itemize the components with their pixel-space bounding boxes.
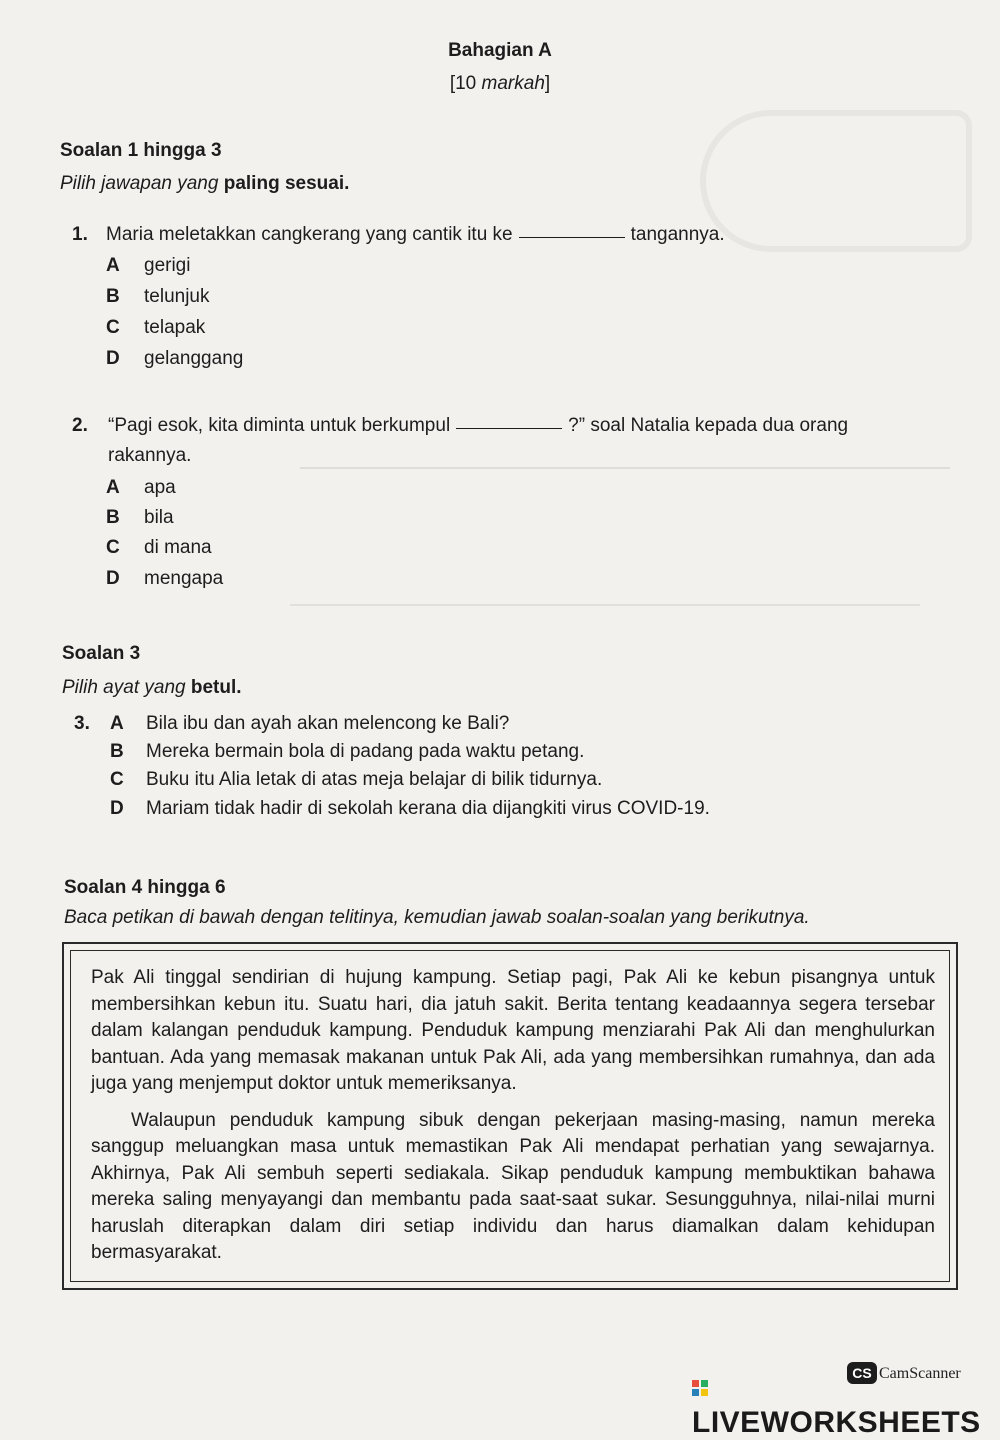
option-c[interactable]: C telapak xyxy=(106,317,206,338)
option-b[interactable]: B Mereka bermain bola di padang pada waktu petang. xyxy=(110,741,585,762)
bleed-through-decoration xyxy=(700,110,972,252)
bleed-through-line xyxy=(300,467,950,469)
question-2-continued: rakannya. xyxy=(108,445,192,466)
option-b[interactable]: B telunjuk xyxy=(106,286,210,307)
passage-box xyxy=(62,942,958,1290)
passage-paragraph-1: Pak Ali tinggal sendirian di hujung kampung. Setiap pagi, Pak Ali ke kebun pisangnya untuk membersihkan kebun itu. Suatu hari, dia jatuh sakit. Berita tentang keadaannya segera tersebar dalam kalangan penduduk kampung. Penduduk kampung menziarahi Pak Ali dan menghulurkan bantuan. Ada yang memasak makanan untuk Pak Ali, ada yang membersihkan rumahnya, dan ada juga yang menjemput doktor untuk memeriksanya. xyxy=(91,967,935,1094)
camscanner-watermark: CS CamScanner xyxy=(847,1362,961,1384)
liveworksheets-icon xyxy=(692,1380,708,1396)
passage-paragraph-2: Walaupun penduduk kampung sibuk dengan pekerjaan masing-masing, namun mereka sanggup meluangkan masa untuk memastikan Pak Ali mendapat perhatian yang sewajarnya. Akhirnya, Pak Ali sembuh seperti sediakala. Sikap penduduk kampung membuktikan bahawa mereka saling menyayangi dan membantu pada saat-saat sukar. Sesungguhnya, nilai-nilai murni haruslah diterapkan dalam diri setiap individu dan harus diamalkan dalam kehidupan bermasyarakat. xyxy=(91,1109,935,1263)
question-2: 2. “Pagi esok, kita diminta untuk berkumpul ?” soal Natalia kepada dua orang xyxy=(72,415,849,436)
option-c[interactable]: C Buku itu Alia letak di atas meja belajar di bilik tidurnya. xyxy=(110,769,603,790)
group-label: Soalan 3 xyxy=(62,643,141,664)
group-label: Soalan 4 hingga 6 xyxy=(64,877,226,898)
liveworksheets-logo: LIVEWORKSHEETS xyxy=(692,1372,1000,1440)
option-a[interactable]: A gerigi xyxy=(106,255,191,276)
answer-blank[interactable] xyxy=(519,236,625,238)
option-d[interactable]: D gelanggang xyxy=(106,348,244,369)
answer-blank[interactable] xyxy=(456,427,562,429)
camscanner-icon: CS xyxy=(847,1362,877,1384)
section-title: Bahagian A xyxy=(448,40,552,61)
option-d[interactable]: D Mariam tidak hadir di sekolah kerana dia dijangkiti virus COVID-19. xyxy=(110,798,710,819)
group-instruction: Pilih ayat yang betul. xyxy=(62,677,242,698)
option-b[interactable]: B bila xyxy=(106,507,174,528)
group-instruction: Baca petikan di bawah dengan telitinya, kemudian jawab soalan-soalan yang berikutnya. xyxy=(64,907,810,928)
option-a[interactable]: A apa xyxy=(106,477,176,498)
group-label: Soalan 1 hingga 3 xyxy=(60,140,222,161)
option-d[interactable]: D mengapa xyxy=(106,568,224,589)
bleed-through-line xyxy=(290,604,920,606)
group-instruction: Pilih jawapan yang paling sesuai. xyxy=(60,173,350,194)
section-marks: [10 markah] xyxy=(449,73,551,94)
question-3-number: 3. xyxy=(74,713,90,734)
passage-inner-frame xyxy=(70,950,950,1282)
option-c[interactable]: C di mana xyxy=(106,537,212,558)
option-a[interactable]: A Bila ibu dan ayah akan melencong ke Bali? xyxy=(110,713,510,734)
question-1: 1. Maria meletakkan cangkerang yang cantik itu ke tangannya. xyxy=(72,224,725,245)
